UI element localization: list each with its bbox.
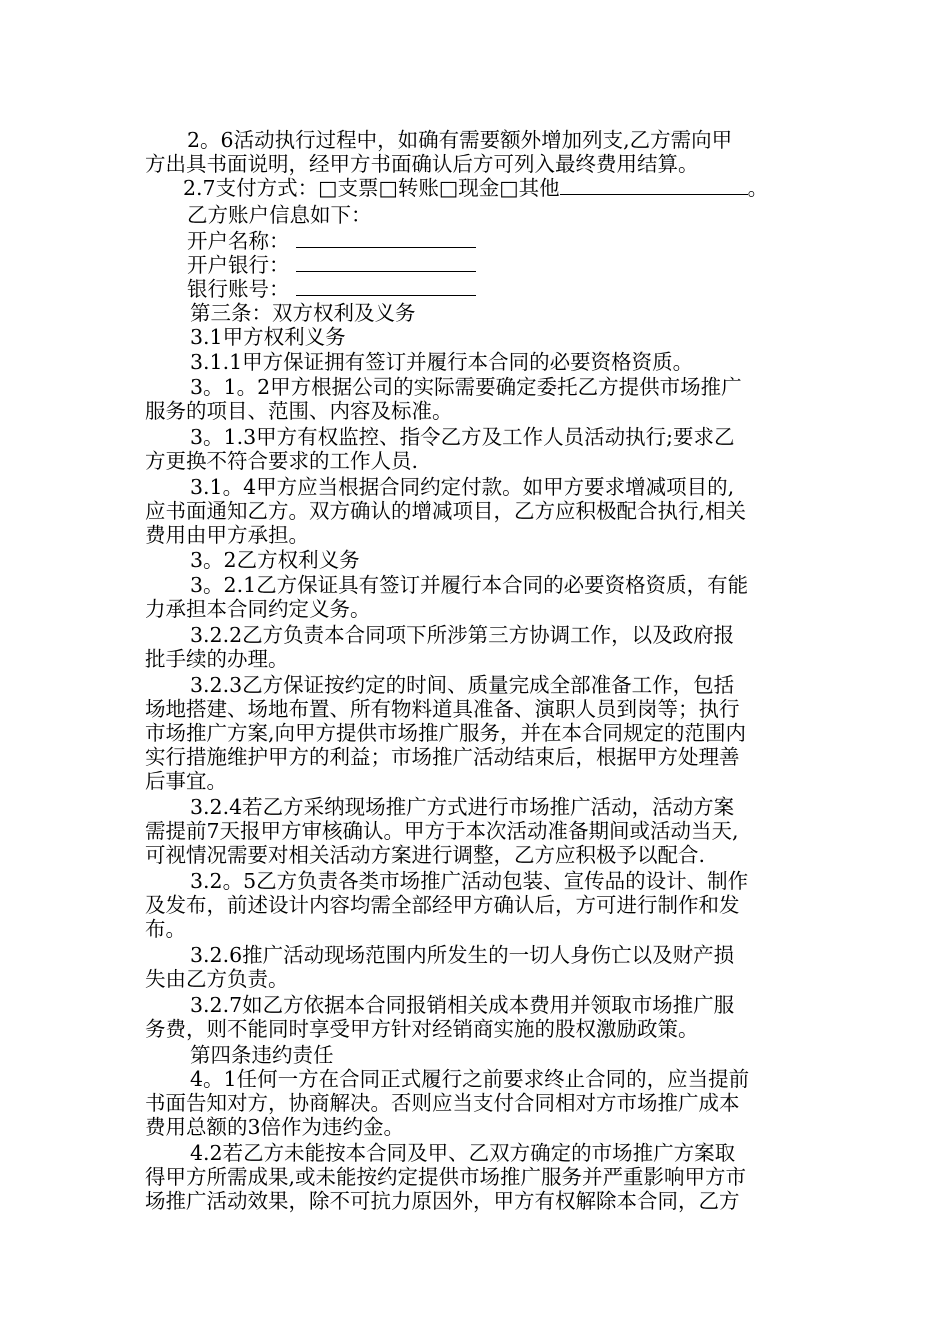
clause-3-2-7-line2: 务费，则不能同时享受甲方针对经销商实施的股权激励政策。 xyxy=(145,1017,699,1041)
clause-3-1-4-line2: 应书面通知乙方。双方确认的增减项目，乙方应积极配合执行,相关 xyxy=(145,499,747,523)
account-bank-label: 开户银行： xyxy=(187,253,290,277)
clause-2-6-line1: 2。6活动执行过程中，如确有需要额外增加列支,乙方需向甲 xyxy=(187,128,733,152)
account-name-row xyxy=(187,229,852,253)
clause-3-1-4-line3: 费用由甲方承担。 xyxy=(145,523,309,547)
clause-3-1-4-line1: 3.1。4甲方应当根据合同约定付款。如甲方要求增减项目的, xyxy=(190,475,735,499)
account-bank-row xyxy=(187,253,852,277)
clause-3-2-2-line2: 批手续的办理。 xyxy=(145,647,289,671)
clause-3-1-2-line2: 服务的项目、范围、内容及标准。 xyxy=(145,399,453,423)
article-3-title: 第三条：双方权利及义务 xyxy=(190,301,416,325)
payment-other-blank xyxy=(560,176,748,195)
clause-3-1-heading: 3.1甲方权利义务 xyxy=(190,325,346,349)
clause-3-1-3-line1: 3。1.3甲方有权监控、指令乙方及工作人员活动执行;要求乙 xyxy=(190,425,735,449)
clause-3-2-5-line1: 3.2。5乙方负责各类市场推广活动包装、宣传品的设计、制作 xyxy=(190,869,749,893)
clause-2-6-line2: 方出具书面说明，经甲方书面确认后方可列入最终费用结算。 xyxy=(145,152,699,176)
clause-3-2-4-line2: 需提前7天报甲方审核确认。甲方于本次活动准备期间或活动当天, xyxy=(145,819,739,843)
clause-3-2-3-line5: 后事宜。 xyxy=(145,769,227,793)
clause-4-1-line1: 4。1任何一方在合同正式履行之前要求终止合同的，应当提前 xyxy=(190,1067,750,1091)
account-number-label: 银行账号： xyxy=(187,277,290,301)
article-4-title: 第四条违约责任 xyxy=(190,1043,334,1067)
clause-3-2-3-line4: 实行措施维护甲方的利益；市场推广活动结束后，根据甲方处理善 xyxy=(145,745,740,769)
clause-2-7-payment xyxy=(183,176,848,200)
account-name-blank xyxy=(296,229,476,248)
clause-3-2-1-line2: 力承担本合同约定义务。 xyxy=(145,597,371,621)
clause-3-2-7-line1: 3.2.7如乙方依据本合同报销相关成本费用并领取市场推广服 xyxy=(190,993,735,1017)
clause-3-2-4-line3: 可视情况需要对相关活动方案进行调整，乙方应积极予以配合. xyxy=(145,843,706,867)
account-bank-blank xyxy=(296,253,476,272)
account-intro: 乙方账户信息如下： xyxy=(187,203,372,227)
clause-3-2-6-line2: 失由乙方负责。 xyxy=(145,967,289,991)
clause-3-1-1: 3.1.1甲方保证拥有签订并履行本合同的必要资格资质。 xyxy=(190,350,694,374)
clause-4-1-line3: 费用总额的3倍作为违约金。 xyxy=(145,1115,405,1139)
account-number-blank xyxy=(296,277,476,296)
clause-3-2-heading: 3。2乙方权利义务 xyxy=(190,548,360,572)
payment-methods-text: 2.7支付方式：□支票□转账□现金□其他 xyxy=(183,176,560,200)
clause-3-1-2-line1: 3。1。2甲方根据公司的实际需要确定委托乙方提供市场推广 xyxy=(190,375,742,399)
clause-4-2-line3: 场推广活动效果，除不可抗力原因外，甲方有权解除本合同，乙方 xyxy=(145,1189,740,1213)
clause-3-1-3-line2: 方更换不符合要求的工作人员. xyxy=(145,449,419,473)
clause-3-2-6-line1: 3.2.6推广活动现场范围内所发生的一切人身伤亡以及财产损 xyxy=(190,943,735,967)
clause-3-2-3-line2: 场地搭建、场地布置、所有物料道具准备、演职人员到岗等；执行 xyxy=(145,697,740,721)
clause-3-2-3-line3: 市场推广方案,向甲方提供市场推广服务，并在本合同规定的范围内 xyxy=(145,721,747,745)
clause-3-2-5-line2: 及发布，前述设计内容均需全部经甲方确认后，方可进行制作和发 xyxy=(145,893,740,917)
account-number-row xyxy=(187,277,852,301)
clause-4-2-line1: 4.2若乙方未能按本合同及甲、乙双方确定的市场推广方案取 xyxy=(190,1141,736,1165)
clause-4-1-line2: 书面告知对方，协商解决。否则应当支付合同相对方市场推广成本 xyxy=(145,1091,740,1115)
clause-3-2-5-line3: 布。 xyxy=(145,917,186,941)
clause-3-2-2-line1: 3.2.2乙方负责本合同项下所涉第三方协调工作，以及政府报 xyxy=(190,623,735,647)
clause-3-2-3-line1: 3.2.3乙方保证按约定的时间、质量完成全部准备工作，包括 xyxy=(190,673,735,697)
clause-3-2-4-line1: 3.2.4若乙方采纳现场推广方式进行市场推广活动，活动方案 xyxy=(190,795,735,819)
payment-period: 。 xyxy=(747,176,769,200)
account-name-label: 开户名称： xyxy=(187,229,290,253)
clause-4-2-line2: 得甲方所需成果,或未能按约定提供市场推广服务并严重影响甲方市 xyxy=(145,1165,747,1189)
clause-3-2-1-line1: 3。2.1乙方保证具有签订并履行本合同的必要资格资质，有能 xyxy=(190,573,749,597)
